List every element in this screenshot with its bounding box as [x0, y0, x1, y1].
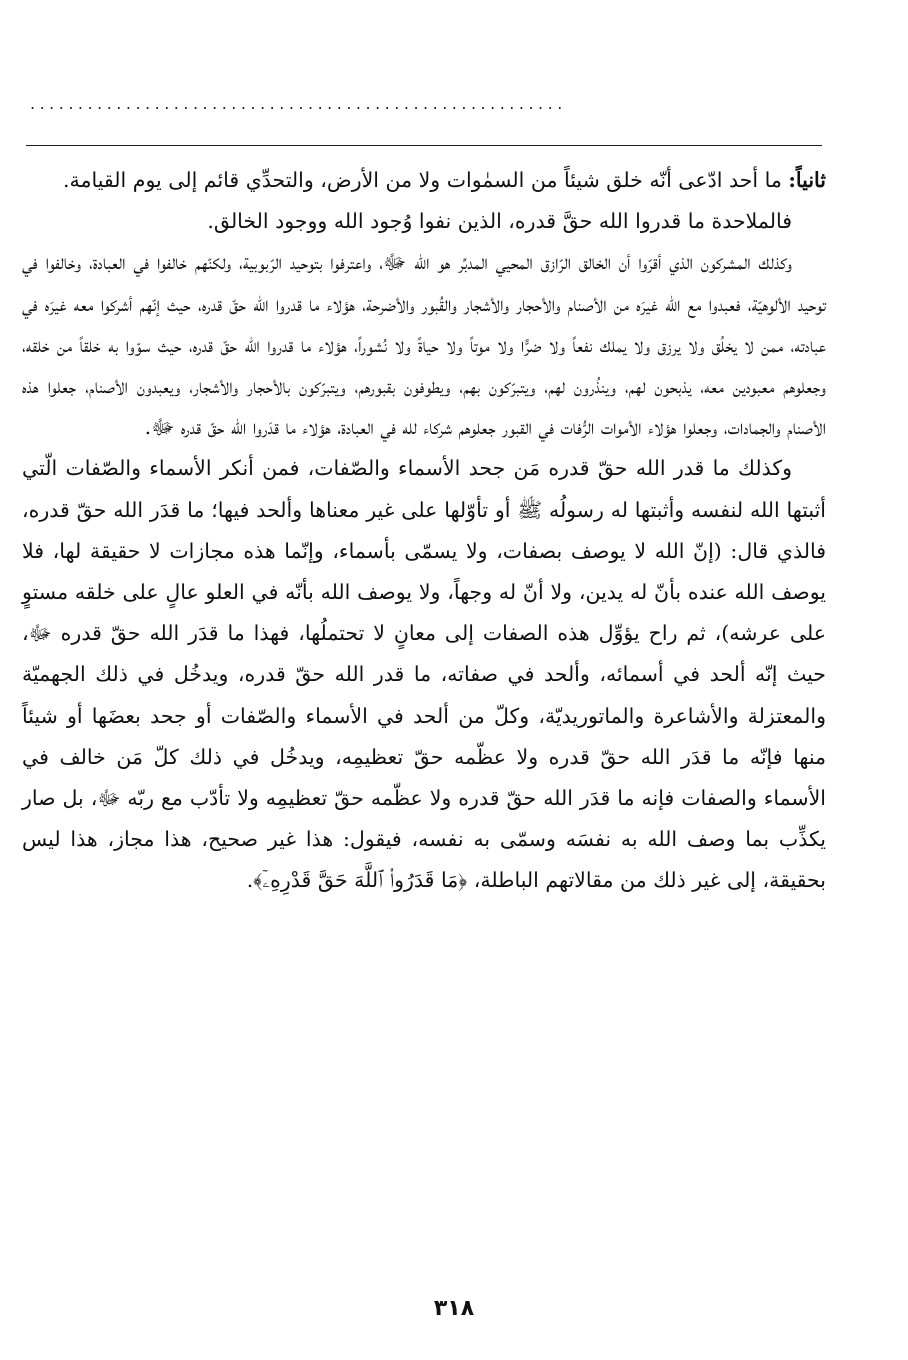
header-rule [26, 145, 822, 146]
paragraph-1 [22, 160, 826, 201]
page-number: ٣١٨ [433, 1296, 475, 1321]
paragraph-text: ما أحد ادّعى أنّه خلق شيئاً من السمٰوات ولا من الأرض، والتحدِّي قائم إلى يوم القيامة. [63, 168, 789, 192]
paragraph-2: فالملاحدة ما قدروا الله حقَّ قدره، الذين نفوا وُجود الله ووجود الخالق. [207, 209, 792, 234]
paragraph-3: وكذلك المشركون الذي أقرّوا أن الخالق الرّازق المحيي المدبِّر هو الله ﷻ، واعترفوا بتوحيد الرّبوبية، ولكنّهم خالفوا في العبادة، وخالفوا في توحيد الألوهيّة، فعبدوا مع الله غيرَه من الأصنام والأحجار والأشجار والقُبور والأضرحة، هؤلاء ما قدروا الله حقّ قدره، حيث إنّهم أشركوا معه غيرَه في عبادته، ممن لا يخلُق ولا يرزق ولا يملك نفعاً ولا ضرًّا ولا موتاً ولا حياةً ولا نُشوراً، هؤلاء ما قدروا الله حقّ قدره، حيث سوّوا به خلقاً من خلقه، وجعلوهم معبودين معه، يذبحون لهم، وينذُرون لهم، ويتبرّكون بهم، ويطوفون بقبورهم، ويتبرّكون بالأحجار والأشجار، ويعبدون الأصنام، جعلوا هذه الأصنام والجمادات، وجعلوا هؤلاء الأموات الرُّفات في القبور جعلوهم شركاء لله في العبادة، هؤلاء ما قدَروا الله حقّ قدره ﷻ. [22, 250, 826, 440]
page-body [22, 160, 826, 902]
paragraph-lead: ثانياً: [788, 168, 826, 192]
header-dotted-line: ........................................................ [30, 94, 567, 113]
paragraph-4: وكذلك ما قدر الله حقّ قدره مَن جحد الأسماء والصّفات، فمن أنكر الأسماء والصّفات الّتي أثبتها الله لنفسه وأثبتها له رسولُه ﷺ أو تأوّلها على غير معناها وألحد فيها؛ ما قدَر الله حقّ قدره، فالذي قال: (إنّ الله لا يوصف بصفات، ولا يسمّى بأسماء، وإنّما هذه مجازات لا حقيقة لها، فلا يوصف الله عنده بأنّ له يدين، ولا أنّ له وجهاً، ولا يوصف الله بأنّه في العلو عالٍ على خلقه مستوٍ على عرشه)، ثم راح يؤوِّل هذه الصفات إلى معانٍ لا تحتملُها، فهذا ما قدَر الله حقّ قدره ﷻ، حيث إنّه ألحد في أسمائه، وألحد في صفاته، ما قدر الله حقّ قدره، ويدخُل في ذلك الجهميّة والمعتزلة والأشاعرة والماتوريديّة، وكلّ من ألحد في الأسماء والصّفات أو جحد بعضَها أو شيئاً منها فإنّه ما قدَر الله حقّ قدره ولا عظّمه حقّ تعظيمِه، ويدخُل في ذلك كلّ مَن خالف في الأسماء والصفات فإنه ما قدَر الله حقّ قدره ولا عظّمه حقّ تعظيمِه ولا تأدّب مع ربّه ﷻ، بل صار يكذِّب بما وصف الله به نفسَه وسمّى به نفسه، فيقول: هذا غير صحيح، هذا مجاز، هذا ليس بحقيقة، إلى غير ذلك من مقالاتهم الباطلة، ﴿مَا قَدَرُوا۟ ٱللَّهَ حَقَّ قَدْرِهِۦٓ﴾. [22, 456, 826, 893]
